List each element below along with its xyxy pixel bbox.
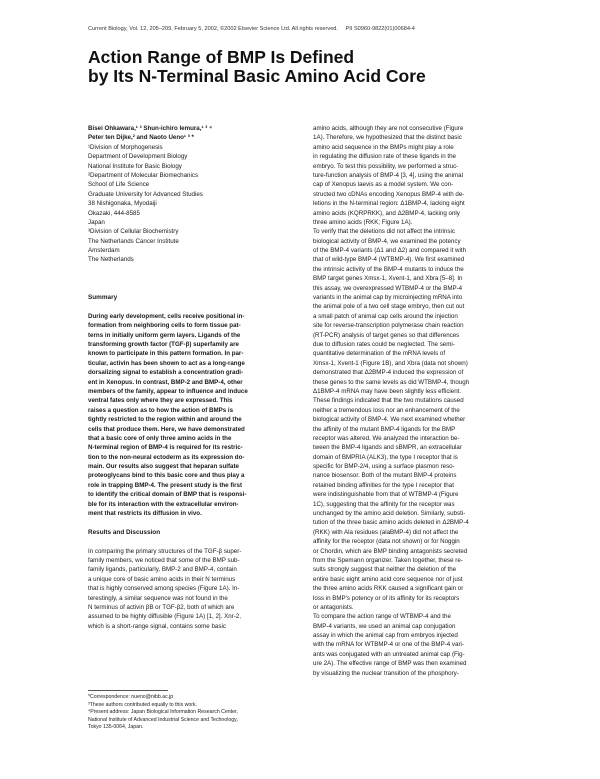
author-affiliation-line: Department of Development Biology bbox=[88, 153, 188, 161]
summary-line: During early development, cells receive positional in- bbox=[88, 312, 245, 320]
author-affiliation-line: ²Department of Molecular Biomechanics bbox=[88, 171, 199, 179]
body-text-line: BMP target genes Xmsx-1, Xvent-1, and Xbra [5–8]. In bbox=[313, 275, 463, 283]
body-text-line: retained binding affinities for the type I receptor that bbox=[313, 481, 454, 489]
body-text-line: this assay, we overexpressed WTBMP-4 or the BMP-4 bbox=[313, 284, 463, 292]
summary-line: raises a question as to how the action of BMPs is bbox=[88, 406, 234, 414]
body-text-line: These findings indicated that the two mutations caused bbox=[313, 397, 464, 405]
body-text-line: with the mRNA for WTBMP-4 or one of the BMP-4 vari- bbox=[313, 641, 464, 649]
summary-line: terns in initially uniform germ layers. Ligands of the bbox=[88, 331, 241, 339]
body-text-line: demonstrated that Δ2BMP-4 induced the expression of bbox=[313, 369, 464, 377]
summary-line: ventral fates only where they are expressed. This bbox=[88, 397, 233, 405]
author-affiliation-line: Amsterdam bbox=[88, 247, 120, 255]
body-text-line: embryo. To test this possibility, we performed a struc- bbox=[313, 162, 459, 170]
body-text-line: Δ1BMP-4 mRNA may have been slightly less efficient. bbox=[313, 387, 462, 395]
body-text-line: in regulating the diffusion rate of these ligands in the bbox=[313, 153, 456, 161]
body-text-line: domain of BMPRIA (ALK3), the type I receptor that is bbox=[313, 453, 458, 461]
body-text-line: these genes to the same levels as did WTBMP-4, though bbox=[313, 378, 470, 386]
body-text-line: ture-function analysis of BMP-4 [3, 4], using the animal bbox=[313, 171, 463, 179]
body-text-line: affinity for the receptor (data not shown) or for Noggin bbox=[313, 538, 460, 546]
body-text-line: variants in the animal cap by microinjecting mRNA into bbox=[313, 294, 463, 302]
results-text-left bbox=[88, 547, 313, 632]
body-text-line: cap of Xenopus laevis as a model system. We con- bbox=[313, 181, 454, 189]
summary-line: proteoglycans bind to this basic core and thus play a bbox=[88, 472, 245, 480]
summary-heading: Summary bbox=[88, 294, 118, 302]
body-text-line: N terminus of activin βB or TGF-β2, both of which are bbox=[88, 603, 235, 611]
journal-citation: Current Biology, Vol. 12, 205–209, February 5, 2002, ©2002 Elsevier Science Ltd. All rights reserved. bbox=[88, 26, 338, 32]
body-text-line: nance biosensor. Both of the mutant BMP-4 proteins bbox=[313, 472, 457, 480]
body-text-line: assumed to be highly diffusible (Figure 1A) [1, 2]. Xnr-2, bbox=[88, 613, 241, 621]
body-text-line: by visualizing the nuclear transition of the phosphory- bbox=[313, 669, 459, 677]
body-text-line: unchanged by the amino acid deletion. Similarly, substi- bbox=[313, 510, 466, 518]
body-text-line: that of wild-type BMP-4 (WTBMP-4). We first examined bbox=[313, 256, 465, 264]
body-text-line: were indistinguishable from that of WTBMP-4 (Figure bbox=[313, 491, 459, 499]
author-affiliation-line: Peter ten Dijke,² and Naoto Ueno¹ ³ * bbox=[88, 134, 194, 142]
author-affiliation-line: ¹Division of Morphogenesis bbox=[88, 143, 163, 151]
body-text-line: family ligands, particularly, BMP-2 and BMP-4, contain bbox=[88, 566, 237, 574]
footnote-line: ⁴Present address: Japan Biological Information Research Center, bbox=[88, 709, 238, 716]
footnote-line: Tokyo 135-0064, Japan. bbox=[88, 724, 144, 731]
body-text-line: terestingly, a similar sequence was not found in the bbox=[88, 594, 228, 602]
body-text-line: biological activity of BMP-4, we examined the potency bbox=[313, 237, 461, 245]
body-text-line: structed two cDNAs encoding Xenopus BMP-4 with de- bbox=[313, 190, 465, 198]
body-text-line: sults strongly suggest that neither the deletion of the bbox=[313, 566, 457, 574]
summary-line: that a basic core of only three amino acids in the bbox=[88, 434, 232, 442]
author-affiliation-line: School of Life Science bbox=[88, 181, 150, 189]
summary-line: tightly restricted to the region within and around the bbox=[88, 416, 242, 424]
author-affiliation-line: The Netherlands Cancer Institute bbox=[88, 237, 179, 245]
body-text-line: assay in which the animal cap from embryos injected bbox=[313, 632, 458, 640]
footnote-line: *Correspondence: nueno@nibb.ac.jp bbox=[88, 694, 174, 700]
body-text-line: ants was conjugated with an untreated animal cap (Fig- bbox=[313, 650, 465, 658]
body-text-line: Xmsx-1, Xvent-1 (Figure 1B), and Xbra (data not shown) bbox=[313, 359, 468, 367]
results-heading: Results and Discussion bbox=[88, 528, 161, 536]
footnote-line: ³These authors contributed equally to this work. bbox=[88, 701, 197, 708]
body-text-line: tution of the three basic amino acids deleted in Δ2BMP-4 bbox=[313, 519, 469, 527]
body-text-line: To compare the action range of WTBMP-4 and the bbox=[313, 613, 451, 621]
body-text-line: three amino acids (RKK; Figure 1A). bbox=[313, 218, 413, 226]
body-text-line: BMP-4 variants, we used an animal cap conjugation bbox=[313, 622, 456, 630]
body-text-line: or Chordin, which are BMP binding antagonists secreted bbox=[313, 547, 468, 555]
summary-text bbox=[88, 312, 313, 519]
author-affiliation-line: The Netherlands bbox=[88, 256, 134, 264]
summary-line: N-terminal region of BMP-4 is required for its restric- bbox=[88, 444, 243, 452]
body-text-line: loss in BMP's potency or of its affinity for its receptors bbox=[313, 594, 460, 602]
summary-line: role in trapping BMP-4. The present study is the first bbox=[88, 481, 243, 489]
running-header bbox=[88, 26, 421, 32]
body-text-line: the intrinsic activity of the BMP-4 mutants to induce the bbox=[313, 265, 464, 273]
body-text-line: biological activity of BMP-4. We next examined whether bbox=[313, 416, 466, 424]
summary-line: ble for its interaction with the extracellular environ- bbox=[88, 500, 239, 508]
summary-line: ment that restricts its diffusion in vivo. bbox=[88, 510, 202, 518]
summary-line: cells that produce them. Here, we have demonstrated bbox=[88, 425, 245, 433]
summary-line: tion to the non-neural ectoderm as its expression do- bbox=[88, 453, 245, 461]
article-title bbox=[88, 48, 548, 86]
title-line-1: Action Range of BMP Is Defined bbox=[88, 47, 355, 67]
footnotes bbox=[88, 694, 313, 732]
author-affiliation-line: Okazaki, 444-8585 bbox=[88, 209, 140, 217]
body-text-line: receptor was altered. We analyzed the interaction be- bbox=[313, 434, 460, 442]
body-text-line: the animal pole of a two cell stage embryo, then cut out bbox=[313, 303, 465, 311]
pii-code: PII S0960-9822(01)00684-4 bbox=[345, 26, 415, 32]
summary-line: ent in Xenopus. In contrast, BMP-2 and BMP-4, other bbox=[88, 378, 243, 386]
summary-line: to identify the critical domain of BMP that is responsi- bbox=[88, 491, 247, 499]
body-text-line: amino acids (KQRPRKK), and Δ2BMP-4, lacking only bbox=[313, 209, 460, 217]
summary-line: transforming growth factor (TGF-β) superfamily are bbox=[88, 340, 239, 348]
summary-line: ticular, activin has been shown to act as a long-range bbox=[88, 359, 245, 367]
footnote-rule bbox=[88, 690, 168, 691]
body-text-line: (RKK) with Ala residues (alaBMP-4) did not affect the bbox=[313, 528, 459, 536]
summary-line: main. Our results also suggest that heparan sulfate bbox=[88, 463, 239, 471]
body-text-line: amino acid sequence in the BMPs might play a role bbox=[313, 143, 454, 151]
body-text-line: neither a tremendous loss nor an enhancement of the bbox=[313, 406, 460, 414]
body-text-line: from the Spemann organizer. Taken together, these re- bbox=[313, 556, 463, 564]
body-text-line: 1C), suggesting that the affinity for the receptor was bbox=[313, 500, 455, 508]
author-affiliation-line: ³Division of Cellular Biochemistry bbox=[88, 228, 179, 236]
summary-line: members of the family, appear to influence and induce bbox=[88, 387, 248, 395]
body-text-line: quantitative determination of the mRNA levels of bbox=[313, 350, 446, 358]
title-line-2: by Its N-Terminal Basic Amino Acid Core bbox=[88, 66, 426, 86]
body-text-line: which is a short-range signal, contains some basic bbox=[88, 622, 226, 630]
footnote-line: National Institute of Advanced Industrial Science and Technology, bbox=[88, 716, 238, 723]
author-affiliation-line: National Institute for Basic Biology bbox=[88, 162, 182, 170]
right-column bbox=[313, 124, 540, 678]
left-column bbox=[88, 124, 313, 631]
body-text-line: (RT-PCR) analysis of target genes so that differences bbox=[313, 331, 460, 339]
body-text-line: that is highly conserved among species (Figure 1A). In- bbox=[88, 585, 240, 593]
body-text-line: letions in the N-terminal region: Δ1BMP-4, lacking eight bbox=[313, 200, 465, 208]
author-affiliation-line: Japan bbox=[88, 218, 105, 226]
author-affiliation-line: Graduate University for Advanced Studies bbox=[88, 190, 203, 198]
body-text-line: amino acids, although they are not consecutive (Figure bbox=[313, 125, 464, 132]
summary-line: formation from neighboring cells to form tissue pat- bbox=[88, 322, 241, 330]
body-text-line: To verify that the deletions did not affect the intrinsic bbox=[313, 228, 455, 236]
body-text-line: In comparing the primary structures of the TGF-β super- bbox=[88, 547, 242, 555]
body-text-line: family members, we noticed that some of the BMP sub- bbox=[88, 556, 240, 564]
author-affiliation-line: Bisei Ohkawara,¹ ³ Shun-ichiro Iemura,¹ ³ ⁴ bbox=[88, 125, 213, 132]
body-text-line: tween the BMP-4 ligands and sBMPR, an extracellular bbox=[313, 444, 462, 452]
author-block bbox=[88, 124, 313, 265]
body-text-line: the affinity of the mutant BMP-4 ligands for the BMP bbox=[313, 425, 456, 433]
author-affiliation-line: 38 Nishigonaka, Myodaiji bbox=[88, 200, 157, 208]
body-text-line: a small patch of animal cap cells around the injection bbox=[313, 312, 458, 320]
body-text-line: due to diffusion rates could be neglected. The semi- bbox=[313, 340, 455, 348]
body-text-line: ure 2A). The effective range of BMP was then examined bbox=[313, 660, 467, 668]
body-text-line: 1A). Therefore, we hypothesized that the distinct basic bbox=[313, 134, 462, 142]
body-text-line: the three amino acids RKK caused a significant gain or bbox=[313, 585, 464, 593]
body-text-line: a unique core of basic amino acids in their N terminus bbox=[88, 575, 236, 583]
summary-line: dorsalizing signal to establish a concentration gradi- bbox=[88, 369, 244, 377]
body-text-line: site for reverse-transcription polymerase chain reaction bbox=[313, 322, 464, 330]
body-text-line: specific for BMP-2/4, using a surface plasmon reso- bbox=[313, 463, 455, 471]
body-text-line: entire basic eight amino acid core sequence nor of just bbox=[313, 575, 463, 583]
body-text-line: of the BMP-4 variants (Δ1 and Δ2) and compared it with bbox=[313, 247, 467, 255]
summary-line: known to participate in this pattern formation. In par- bbox=[88, 350, 244, 358]
body-text-line: or antagonists. bbox=[313, 603, 354, 611]
